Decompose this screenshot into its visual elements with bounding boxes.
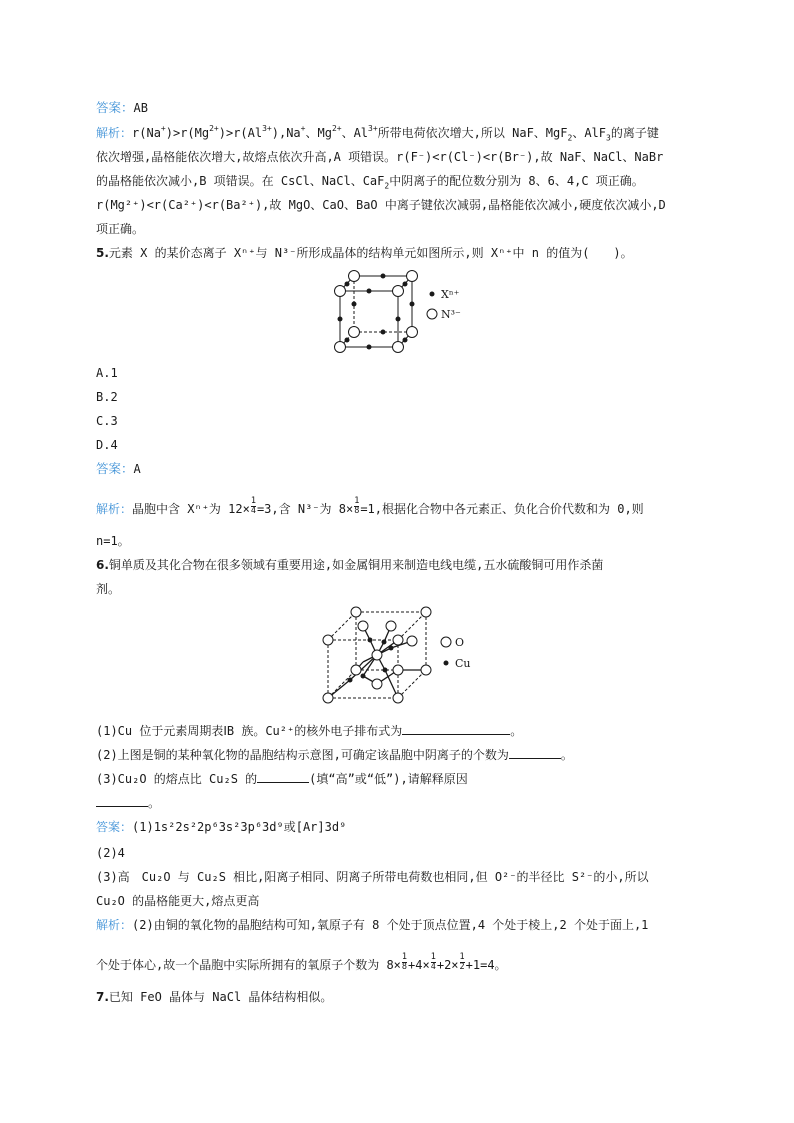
analysis-label: 解析： — [96, 126, 133, 140]
legend-n-label: N³⁻ — [441, 308, 461, 321]
copper-atom — [361, 674, 366, 679]
denominator: 4 — [250, 506, 256, 516]
option-d: D.4 — [96, 438, 118, 452]
answer-blank[interactable] — [257, 770, 309, 783]
text: r(Na — [132, 126, 161, 140]
text: (2)上图是铜的某种氧化物的晶胞结构示意图,可确定该晶胞中阴离子的个数为 — [96, 748, 509, 762]
q4-analysis-line-5: 项正确。 — [96, 222, 145, 236]
question-number: 7. — [96, 990, 109, 1004]
q6-stem-line-1 — [96, 556, 603, 574]
x-ion — [403, 338, 408, 343]
x-ion — [352, 302, 357, 307]
q4-analysis-line-4: r(Mg²⁺)<r(Ca²⁺)<r(Ba²⁺),故 MgO、CaO、BaO 中离子键依次减弱,晶格能依次减小,硬度依次减小,D — [96, 198, 666, 212]
numerator: 1 — [459, 952, 465, 962]
q5-crystal-cell-diagram — [326, 264, 486, 360]
text: )>r(Mg — [165, 126, 210, 140]
oxygen-atom — [393, 635, 403, 645]
oxygen-atom — [351, 665, 361, 675]
text: 、AlF — [572, 126, 606, 140]
q7-stem — [96, 988, 332, 1006]
q4-answer-line — [96, 99, 148, 117]
x-ion — [338, 317, 343, 322]
text: 。 — [560, 748, 573, 762]
oxygen-atom — [323, 635, 333, 645]
legend-cu-marker — [444, 661, 449, 666]
q5-analysis-line-1 — [96, 496, 644, 519]
answer-label: 答案： — [96, 461, 134, 476]
answer-label: 答案： — [96, 820, 133, 834]
text: 中阴离子的配位数分别为 8、6、4,C 项正确。 — [389, 174, 644, 188]
denominator: 8 — [354, 506, 360, 516]
legend-x-marker — [430, 292, 435, 297]
q4-analysis-line-1 — [96, 124, 659, 142]
text: 。 — [148, 796, 161, 810]
copper-atom — [382, 640, 387, 645]
q6-copper-oxide-cell-diagram — [318, 602, 478, 712]
option-a: A.1 — [96, 366, 118, 380]
oxygen-atom — [358, 621, 368, 631]
q6-analysis-line-1 — [96, 916, 648, 934]
answer-blank[interactable] — [509, 746, 561, 759]
copper-atom — [368, 638, 373, 643]
copper-atom — [348, 678, 353, 683]
text: +2× — [436, 958, 459, 972]
q6-answer-line-2: (2)4 — [96, 846, 125, 860]
oxygen-atom — [386, 621, 396, 631]
text: 、Mg — [305, 126, 332, 140]
option-b: B.2 — [96, 390, 118, 404]
numerator: 1 — [354, 496, 360, 506]
text: 的晶格能依次减小,B 项错误。在 CsCl、NaCl、CaF — [96, 174, 385, 188]
q6-answer-line-4: Cu₂O 的晶格能更大,熔点更高 — [96, 894, 260, 908]
text: 已知 FeO 晶体与 NaCl 晶体结构相似。 — [108, 990, 333, 1004]
denominator: 2 — [459, 962, 465, 972]
oxygen-atom — [323, 693, 333, 703]
oxygen-atom — [393, 665, 403, 675]
sub: 2 — [567, 133, 573, 143]
sup: 3+ — [262, 124, 272, 133]
q4-analysis-line-2: 依次增强,晶格能依次增大,故熔点依次升高,A 项错误。r(F⁻)<r(Cl⁻)<r(Br⁻),故 NaF、NaCl、NaBr — [96, 150, 664, 164]
text: 所带电荷依次增大,所以 NaF、MgF — [377, 126, 568, 140]
q6-answer-line-1 — [96, 818, 346, 836]
sup: + — [160, 124, 166, 133]
text: 。 — [510, 724, 523, 738]
x-ion — [367, 345, 372, 350]
q4-answer: AB — [133, 101, 148, 115]
q4-analysis-line-3 — [96, 172, 644, 190]
n3-ion — [393, 342, 404, 353]
oxygen-atom — [421, 665, 431, 675]
x-ion — [396, 317, 401, 322]
n3-ion — [335, 342, 346, 353]
option-c: C.3 — [96, 414, 118, 428]
q5-answer: A — [133, 462, 141, 476]
text: 个处于体心,故一个晶胞中实际所拥有的氧原子个数为 8× — [96, 958, 401, 972]
text: (1)1s²2s²2p⁶3s²3p⁶3d⁹或[Ar]3d⁹ — [132, 820, 347, 834]
oxygen-atom — [372, 650, 382, 660]
x-ions — [338, 274, 415, 350]
legend-x-label: Xⁿ⁺ — [441, 288, 460, 301]
legend-o-label: O — [455, 636, 465, 649]
denominator: 4 — [430, 962, 436, 972]
analysis-label: 解析： — [96, 502, 133, 516]
x-ion — [381, 274, 386, 279]
numerator: 1 — [250, 496, 256, 506]
text: (1)Cu 位于元素周期表ⅠB 族。Cu²⁺的核外电子排布式为 — [96, 724, 403, 738]
q6-analysis-line-2 — [96, 952, 507, 975]
text: ),Na — [271, 126, 301, 140]
text: =3,含 N³⁻为 8× — [256, 502, 354, 516]
sup: + — [300, 124, 306, 133]
denominator: 8 — [401, 962, 408, 972]
x-ion — [367, 289, 372, 294]
sup: 2+ — [331, 124, 342, 133]
text: )>r(Al — [218, 126, 263, 140]
question-number: 5. — [96, 246, 109, 260]
text: 的离子键 — [610, 126, 659, 140]
sub: 2 — [384, 181, 390, 191]
x-ion — [345, 282, 350, 287]
fraction — [402, 953, 407, 972]
oxygen-atom — [421, 607, 431, 617]
question-number: 6. — [96, 558, 109, 572]
numerator: 1 — [401, 952, 408, 962]
text: +1=4。 — [465, 958, 507, 972]
text: 、Al — [341, 126, 369, 140]
n3-ion — [349, 271, 360, 282]
copper-atom — [389, 646, 394, 651]
text: 元素 X 的某价态离子 Xⁿ⁺与 N³⁻所形成晶体的结构单元如图所示,则 Xⁿ⁺中 n 的值为( )。 — [108, 246, 633, 260]
n3-ion — [335, 286, 346, 297]
oxygen-atom — [351, 607, 361, 617]
q6-answer-line-3: (3)高 Cu₂O 与 Cu₂S 相比,阳离子相同、阴离子所带电荷数也相同,但 O²⁻的半径比 S²⁻的小,所以 — [96, 870, 649, 884]
text: 晶胞中含 Xⁿ⁺为 12× — [132, 502, 250, 516]
x-ion — [381, 330, 386, 335]
legend-n-marker — [427, 309, 437, 319]
q6-stem-line-2: 剂。 — [96, 582, 121, 596]
n3-ion — [407, 271, 418, 282]
text: 铜单质及其化合物在很多领域有重要用途,如金属铜用来制造电线电缆,五水硫酸铜可用作杀菌 — [108, 558, 604, 572]
q6-subquestion-3 — [96, 770, 468, 788]
sub: 3 — [606, 133, 611, 143]
q5-answer-line — [96, 460, 141, 478]
legend-o-marker — [441, 637, 451, 647]
x-ion — [345, 338, 350, 343]
oxygen-atom — [372, 679, 382, 689]
copper-atom — [383, 668, 388, 673]
text: =1,根据化合物中各元素正、负化合价代数和为 0,则 — [360, 502, 644, 516]
q5-analysis-line-2: n=1。 — [96, 534, 130, 548]
oxygen-atom — [393, 693, 403, 703]
q5-stem — [96, 244, 633, 262]
text: (2)由铜的氧化物的晶胞结构可知,氧原子有 8 个处于顶点位置,4 个处于棱上,2 个处于面上,1 — [132, 918, 649, 932]
text: +4× — [408, 958, 430, 972]
sup: 3+ — [368, 124, 378, 133]
q6-subquestion-1 — [96, 722, 522, 740]
answer-blank[interactable] — [402, 722, 510, 735]
x-ion — [403, 282, 408, 287]
text: (填“高”或“低”),请解释原因 — [309, 772, 468, 786]
n3-ion — [393, 286, 404, 297]
answer-label: 答案： — [96, 100, 134, 115]
numerator: 1 — [430, 952, 436, 962]
text: (3)Cu₂O 的熔点比 Cu₂S 的 — [96, 772, 258, 786]
fraction — [431, 953, 436, 972]
answer-blank[interactable] — [96, 794, 148, 807]
oxygen-atom — [407, 636, 417, 646]
legend-cu-label: Cu — [455, 657, 471, 670]
fraction — [251, 497, 256, 516]
analysis-label: 解析： — [96, 918, 133, 932]
sup: 2+ — [209, 124, 219, 133]
q6-subquestion-2 — [96, 746, 573, 764]
fraction — [460, 953, 465, 972]
n3-ion — [407, 327, 418, 338]
q6-subquestion-3-line-2 — [96, 794, 160, 812]
x-ion — [410, 302, 415, 307]
fraction — [354, 497, 359, 516]
n3-ion — [349, 327, 360, 338]
